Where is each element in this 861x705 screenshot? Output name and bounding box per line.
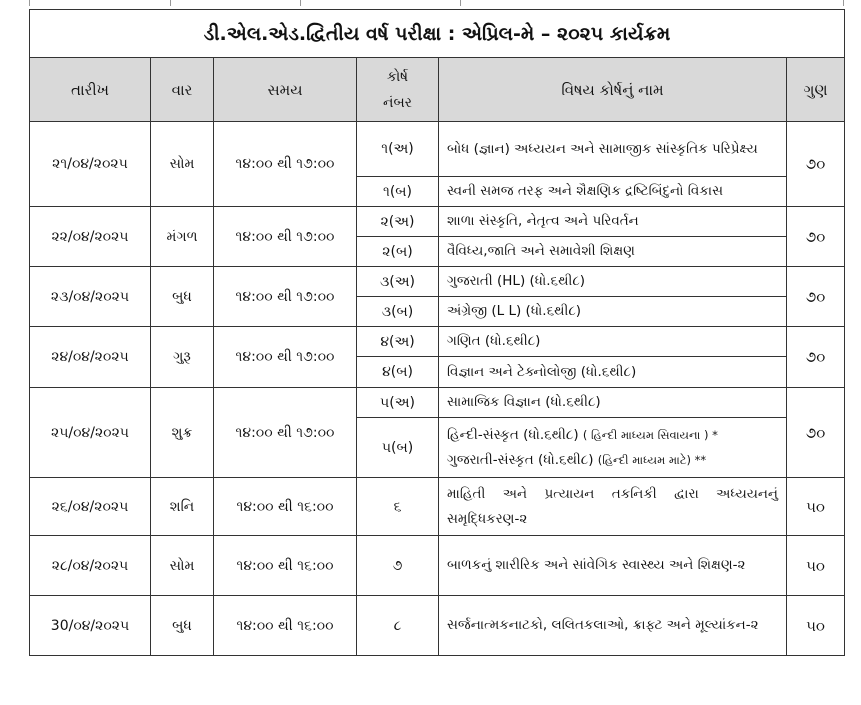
time-cell: ૧૪:૦૦ થી ૧૭:૦૦ xyxy=(214,267,357,327)
subject-cell: સામાજિક વિજ્ઞાન (ધો.૬થી૮) xyxy=(439,388,787,418)
day-cell: બુધ xyxy=(151,596,214,656)
table-row xyxy=(30,478,845,536)
table-title: ડી.એલ.એડ.દ્વિતીય વર્ષ પરીક્ષા : એપ્રિલ-મે – ૨૦૨૫ કાર્યક્રમ xyxy=(30,10,845,58)
marks-cell: ૫૦ xyxy=(787,596,845,656)
table-row xyxy=(30,536,845,596)
time-cell: ૧૪:૦૦ થી ૧૭:૦૦ xyxy=(214,327,357,388)
subject-line xyxy=(447,423,778,448)
header-row xyxy=(30,58,845,122)
time-cell: ૧૪:૦૦ થી ૧૬:૦૦ xyxy=(214,478,357,536)
header-time: સમય xyxy=(214,58,357,122)
date-cell: ૨૫/૦૪/૨૦૨૫ xyxy=(30,388,151,478)
subject-cell: સ્વની સમજ તરફ અને શૈક્ષણિક દ્રષ્ટિબિંદુનો વિકાસ xyxy=(439,177,787,207)
header-course-no-line1: કોર્ષ xyxy=(386,68,409,85)
time-cell: ૧૪:૦૦ થી ૧૬:૦૦ xyxy=(214,596,357,656)
date-cell: ૨૧/૦૪/૨૦૨૫ xyxy=(30,122,151,207)
date-cell: ૨૩/૦૪/૨૦૨૫ xyxy=(30,267,151,327)
subject-cell: અંગ્રેજી (L L) (ધો.૬થી૮) xyxy=(439,297,787,327)
subject-cell: બાળકનું શારીરિક અને સાંવેગિક સ્વાસ્થ્ય અને શિક્ષણ-૨ xyxy=(439,536,787,596)
course-no-cell: ૫(અ) xyxy=(357,388,439,418)
header-subject: વિષય કોર્ષનું નામ xyxy=(439,58,787,122)
exam-schedule-table xyxy=(29,9,845,656)
course-no-cell: ૨(અ) xyxy=(357,207,439,237)
subject-cell: શાળા સંસ્કૃતિ, નેતૃત્વ અને પરિવર્તન xyxy=(439,207,787,237)
day-cell: બુધ xyxy=(151,267,214,327)
day-cell: શનિ xyxy=(151,478,214,536)
subject-cell: બોધ (જ્ઞાન) અધ્યયન અને સામાજીક સાંસ્કૃતિક પરિપ્રેક્ષ્ય xyxy=(439,122,787,177)
day-cell: સોમ xyxy=(151,122,214,207)
subject-cell: વિજ્ઞાન અને ટેક્નોલોજી (ધો.૬થી૮) xyxy=(439,357,787,388)
course-no-cell: ૧(બ) xyxy=(357,177,439,207)
day-cell: સોમ xyxy=(151,536,214,596)
course-no-cell: ૪(અ) xyxy=(357,327,439,357)
table-row xyxy=(30,267,845,297)
date-cell: ૨૬/૦૪/૨૦૨૫ xyxy=(30,478,151,536)
marks-cell: ૭૦ xyxy=(787,327,845,388)
table-row xyxy=(30,122,845,177)
subject-cell xyxy=(439,418,787,478)
day-cell: ગુરૂ xyxy=(151,327,214,388)
table-row xyxy=(30,388,845,418)
marks-cell: ૭૦ xyxy=(787,122,845,207)
course-no-cell: ૫(બ) xyxy=(357,418,439,478)
date-cell: 30/૦૪/૨૦૨૫ xyxy=(30,596,151,656)
time-cell: ૧૪:૦૦ થી ૧૭:૦૦ xyxy=(214,207,357,267)
subject-cell: માહિતી અને પ્રત્યાયન તકનિકી દ્વારા અધ્યયનનું સમૃદ્ધિકરણ-૨ xyxy=(439,478,787,536)
course-no-cell: ૨(બ) xyxy=(357,237,439,267)
subject-cell: વૈવિધ્ય,જાતિ અને સમાવેશી શિક્ષણ xyxy=(439,237,787,267)
time-cell: ૧૪:૦૦ થી ૧૭:૦૦ xyxy=(214,122,357,207)
marks-cell: ૭૦ xyxy=(787,207,845,267)
top-edge xyxy=(0,0,861,6)
course-no-cell: ૮ xyxy=(357,596,439,656)
header-marks: ગુણ xyxy=(787,58,845,122)
subject-text: ગુજરાતી-સંસ્કૃત (ધો.૬થી૮) xyxy=(447,451,594,468)
course-no-cell: ૩(અ) xyxy=(357,267,439,297)
subject-cell: ગણિત (ધો.૬થી૮) xyxy=(439,327,787,357)
marks-cell: ૭૦ xyxy=(787,267,845,327)
day-cell: શુક્ર xyxy=(151,388,214,478)
subject-text: હિન્દી-સંસ્કૃત (ધો.૬થી૮) xyxy=(447,426,579,443)
course-no-cell: ૪(બ) xyxy=(357,357,439,388)
day-cell: મંગળ xyxy=(151,207,214,267)
subject-cell: સર્જનાત્મકનાટકો, લલિતકલાઓ, ક્રાફ્ટ અને મૂલ્યાંકન-૨ xyxy=(439,596,787,656)
table-row xyxy=(30,327,845,357)
course-no-cell: ૧(અ) xyxy=(357,122,439,177)
subject-cell: ગુજરાતી (HL) (ધો.૬થી૮) xyxy=(439,267,787,297)
date-cell: ૨૪/૦૪/૨૦૨૫ xyxy=(30,327,151,388)
table-row xyxy=(30,596,845,656)
subject-note: ( હિન્દી માધ્યમ સિવાયના ) * xyxy=(582,427,718,442)
course-no-cell: ૩(બ) xyxy=(357,297,439,327)
subject-note: (હિન્દી માધ્યમ માટે) ** xyxy=(597,452,707,467)
marks-cell: ૫૦ xyxy=(787,536,845,596)
marks-cell: ૭૦ xyxy=(787,388,845,478)
header-day: વાર xyxy=(151,58,214,122)
course-no-cell: ૬ xyxy=(357,478,439,536)
header-date: તારીખ xyxy=(30,58,151,122)
time-cell: ૧૪:૦૦ થી ૧૬:૦૦ xyxy=(214,536,357,596)
header-course-no-line2: નંબર xyxy=(383,94,412,111)
time-cell: ૧૪:૦૦ થી ૧૭:૦૦ xyxy=(214,388,357,478)
marks-cell: ૫૦ xyxy=(787,478,845,536)
header-course-no xyxy=(357,58,439,122)
table-row xyxy=(30,207,845,237)
course-no-cell: ૭ xyxy=(357,536,439,596)
date-cell: ૨૮/૦૪/૨૦૨૫ xyxy=(30,536,151,596)
subject-line xyxy=(447,448,778,473)
date-cell: ૨૨/૦૪/૨૦૨૫ xyxy=(30,207,151,267)
